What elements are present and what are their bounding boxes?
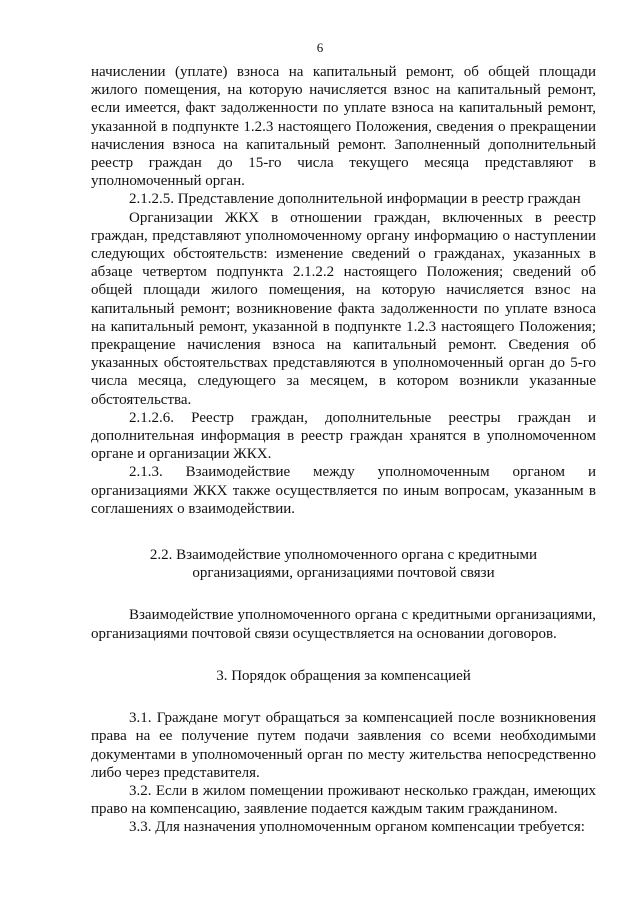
spacer — [91, 643, 596, 667]
spacer — [91, 685, 596, 709]
paragraph-2-1-2-5-title: 2.1.2.5. Представление дополнительной информации в реестр граждан — [129, 191, 581, 208]
paragraph-2-1-2-6: 2.1.2.6. Реестр граждан, дополнительные реестры граждан и дополнительная информация в реестр граждан хранятся в уполномоченном органе и организации ЖКХ. — [91, 409, 596, 463]
section-heading-2-2-line2: организациями, организациями почтовой связи — [192, 565, 495, 582]
paragraph-credit-organizations: Взаимодействие уполномоченного органа с кредитными организациями, организациями почтовой связи осуществляется на основании договоров. — [91, 607, 596, 642]
section-heading-3: 3. Порядок обращения за компенсацией — [216, 667, 471, 684]
paragraph-zhkh-information: Организации ЖКХ в отношении граждан, включенных в реестр граждан, представляют уполномоченному органу информацию о наступлении следующих обстоятельств: изменение сведений о гражданах, указанных в абзаце четвертом подпункта 2.1.2.2 настоящего Положения; сведений об общей площади жилого помещения, на которую начисляется взнос на капитальный ремонт; возникновение факта задолженности по уплате взноса на капитальный ремонт, указанной в подпункте 1.2.3 настоящего Положения; прекращение начисления взноса на капитальный ремонт. Сведения об указанных обстоятельствах представляются в уполномоченный орган до 5-го числа месяца, следующего за месяцем, в котором возникли указанные обстоятельства. — [91, 209, 596, 408]
section-heading-2-2-line1: 2.2. Взаимодействие уполномоченного органа с кредитными — [149, 547, 538, 564]
spacer — [91, 582, 596, 606]
paragraph-3-1: 3.1. Граждане могут обращаться за компенсацией после возникновения права на ее получение путем подачи заявления со всеми необходимыми документами в уполномоченный орган по месту жительства непосредственно либо через представителя. — [91, 710, 596, 781]
paragraph-3-3: 3.3. Для назначения уполномоченным органом компенсации требуется: — [129, 819, 585, 836]
paragraph-2-1-3: 2.1.3. Взаимодействие между уполномоченным органом и организациями ЖКХ также осуществляется по иным вопросам, указанным в соглашениях о взаимодействии. — [91, 464, 596, 517]
document-body — [91, 63, 596, 837]
page-number: 6 — [316, 40, 324, 55]
spacer — [91, 518, 596, 546]
paragraph-continuation: начислении (уплате) взноса на капитальный ремонт, об общей площади жилого помещения, на которую начисляется взнос на капитальный ремонт, если имеется, факт задолженности по уплате взноса на капитальный ремонт, указанной в подпункте 1.2.3 настоящего Положения, сведения о прекращении начисления взноса на капитальный ремонт. Заполненный дополнительный реестр граждан до 15-го числа текущего месяца представляют в уполномоченный орган. — [91, 64, 596, 190]
paragraph-3-2: 3.2. Если в жилом помещении проживают несколько граждан, имеющих право на компенсацию, заявление подается каждым таким гражданином. — [91, 782, 596, 818]
